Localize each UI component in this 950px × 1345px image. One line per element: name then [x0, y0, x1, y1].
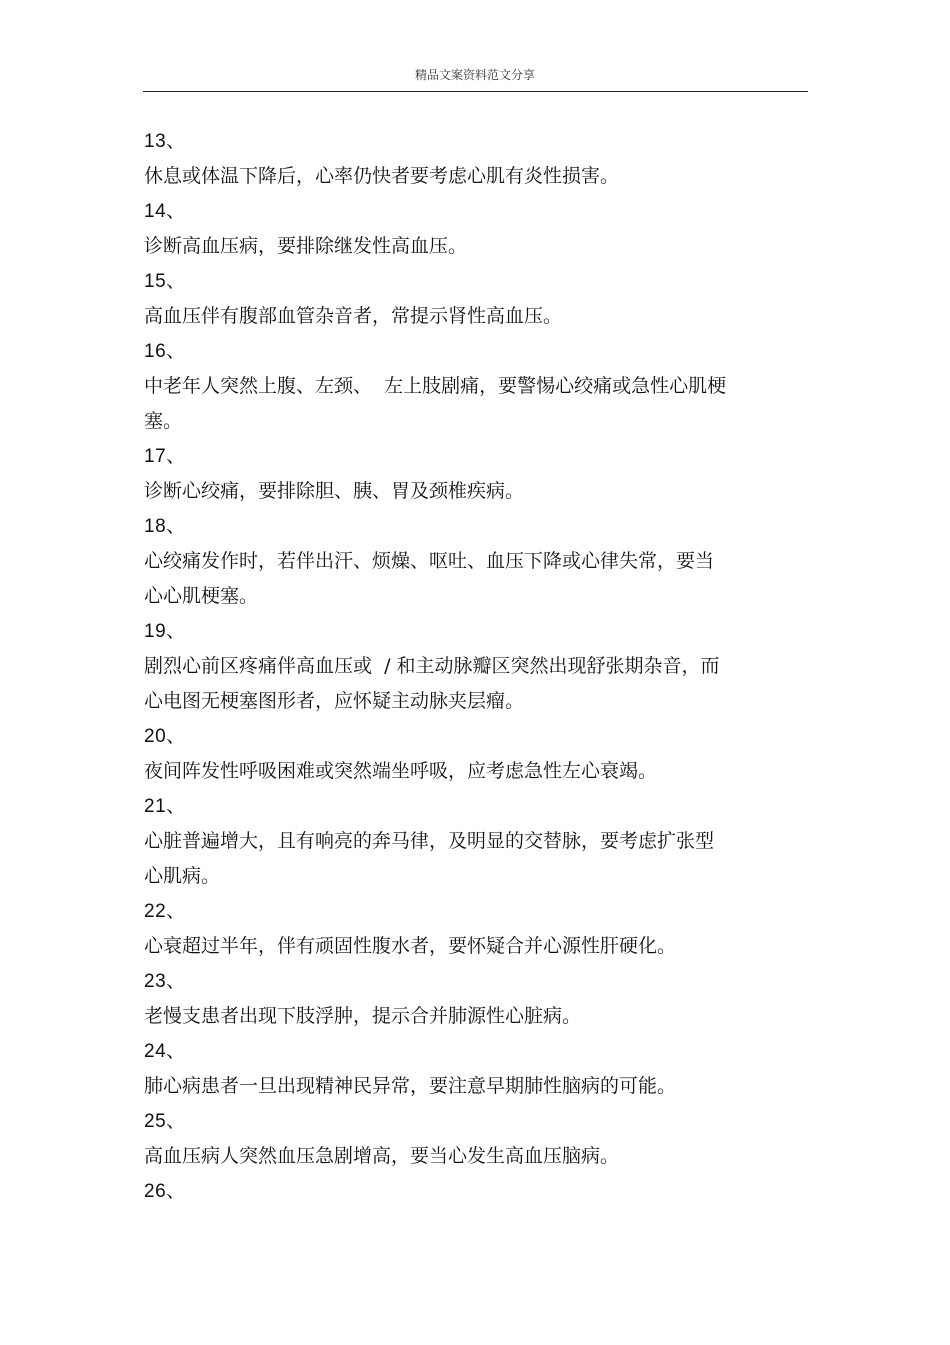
document-body: [144, 124, 794, 1209]
entry-number: 19、: [144, 621, 186, 642]
entry-number: 13、: [144, 131, 186, 152]
entry-text: 老慢支患者出现下肢浮肿，提示合并肺源性心脏病。: [144, 1005, 582, 1027]
entry-number: 14、: [144, 201, 186, 222]
entry-number: 17、: [144, 446, 186, 467]
entry-text: 高血压伴有腹部血管杂音者，常提示肾性高血压。: [144, 305, 563, 327]
entry-text: 夜间阵发性呼吸困难或突然端坐呼吸，应考虑急性左心衰竭。: [144, 760, 658, 782]
entry-text: 诊断高血压病，要排除继发性高血压。: [144, 235, 468, 257]
entry-number: 25、: [144, 1111, 186, 1132]
entry-number: 15、: [144, 271, 186, 292]
page-header-title: 精品文案资料范文分享: [414, 68, 535, 82]
entry-number: 22、: [144, 901, 186, 922]
entry-text: 休息或体温下降后，心率仍快者要考虑心肌有炎性损害。: [144, 165, 620, 187]
entry-text: 心电图无梗塞图形者，应怀疑主动脉夹层瘤。: [144, 690, 525, 712]
entry-number: 18、: [144, 516, 186, 537]
entry-text: 心肌病。: [144, 865, 221, 887]
entry-text: 心脏普遍增大，且有响亮的奔马律，及明显的交替脉，要考虑扩张型: [144, 830, 715, 852]
entry-text: 心心肌梗塞。: [144, 585, 259, 607]
entry-number: 26、: [144, 1181, 186, 1202]
entry-number: 21、: [144, 796, 186, 817]
header-divider: [143, 91, 808, 92]
entry-text: 诊断心绞痛，要排除胆、胰、胃及颈椎疾病。: [144, 480, 525, 502]
entry-text: 剧烈心前区疼痛伴高血压或 / 和主动脉瓣区突然出现舒张期杂音，而: [144, 655, 720, 677]
entry-text: 心衰超过半年，伴有顽固性腹水者，要怀疑合并心源性肝硬化。: [144, 935, 677, 957]
entry-text: 塞。: [144, 410, 183, 432]
entry-number: 20、: [144, 726, 186, 747]
entry-text: 中老年人突然上腹、左颈、 左上肢剧痛，要警惕心绞痛或急性心肌梗: [144, 375, 727, 397]
entry-number: 23、: [144, 971, 186, 992]
entry-text: 心绞痛发作时，若伴出汗、烦燥、呕吐、血压下降或心律失常，要当: [144, 550, 715, 572]
entry-text: 肺心病患者一旦出现精神民异常，要注意早期肺性脑病的可能。: [144, 1075, 677, 1097]
entry-number: 24、: [144, 1041, 186, 1062]
entry-number: 16、: [144, 341, 186, 362]
entry-text: 高血压病人突然血压急剧增高，要当心发生高血压脑病。: [144, 1145, 620, 1167]
